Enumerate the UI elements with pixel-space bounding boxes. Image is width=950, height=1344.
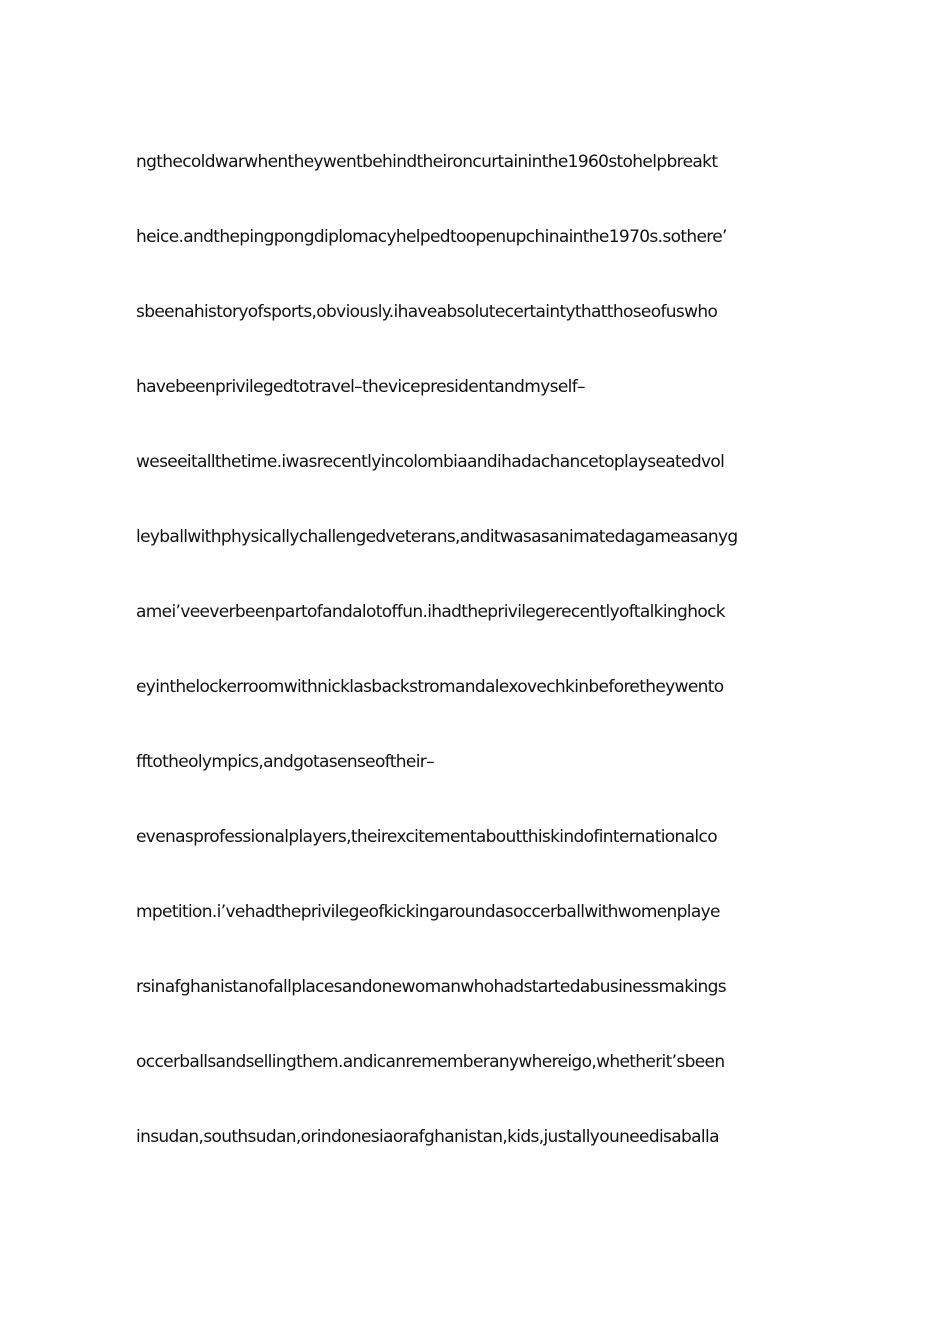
text-line: weseeitallthetime.iwasrecentlyincolombiaandihadachancetoplayseatedvol <box>136 452 725 472</box>
text-line: mpetition.i’vehadtheprivilegeofkickingaroundasoccerballwithwomenplaye <box>136 902 720 922</box>
text-line: havebeenprivilegedtotravel–thevicepresidentandmyself– <box>136 377 585 397</box>
text-line: insudan,southsudan,orindonesiaorafghanistan,kids,justallyouneedisaballa <box>136 1127 719 1147</box>
text-line: sbeenahistoryofsports,obviously.ihaveabsolutecertaintythatthoseofuswho <box>136 302 718 322</box>
text-line: heice.andthepingpongdiplomacyhelpedtoopenupchinainthe1970s.sothere’ <box>136 227 727 247</box>
text-line: eyinthelockerroomwithnicklasbackstromandalexovechkinbeforetheywento <box>136 677 724 697</box>
text-line: amei’veeverbeenpartofandalotoffun.ihadtheprivilegerecentlyoftalkinghock <box>136 602 725 622</box>
text-line: rsinafghanistanofallplacesandonewomanwhohadstartedabusinessmakings <box>136 977 726 997</box>
text-line: occerballsandsellingthem.andicanrememberanywhereigo,whetherit’sbeen <box>136 1052 725 1072</box>
text-line: evenasprofessionalplayers,theirexcitementaboutthiskindofinternationalco <box>136 827 717 847</box>
text-line: fftotheolympics,andgotasenseoftheir– <box>136 752 434 772</box>
text-line: ngthecoldwarwhentheywentbehindtheironcurtaininthe1960stohelpbreakt <box>136 152 718 172</box>
body-text <box>136 150 826 1200</box>
text-line: leyballwithphysicallychallengedveterans,anditwasasanimatedagameasanyg <box>136 527 738 547</box>
